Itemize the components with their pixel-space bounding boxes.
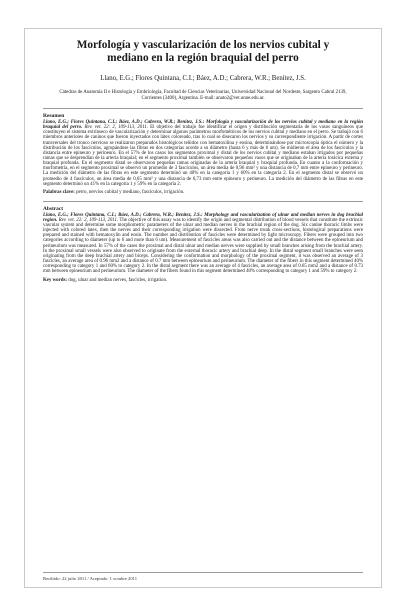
abstract-heading: Abstract — [43, 206, 64, 213]
palabras-clave — [43, 190, 363, 195]
key-words-text: dog, ulnar and median nerves, fascicles, irrigation. — [68, 277, 168, 283]
palabras-clave-text: perro, nervios cubital y mediano, fascículos, irrigación. — [76, 189, 185, 195]
resumen-body — [43, 120, 363, 187]
paper-title: Morfología y vascularización de los nervios cubital y mediano en la región braquial del perro — [76, 39, 330, 64]
resumen-heading: Resumen — [43, 113, 65, 120]
palabras-clave-label: Palabras clave: — [43, 189, 75, 195]
author-list: Llano, E.G.; Flores Quintana, C.I.; Báez, A.D.; Cabrera, W.R.; Benítez, J.S. — [100, 75, 306, 82]
affiliation: Cátedras de Anatomía II e Histología y Embriología, Facultad de Ciencias Veterinarias, Universidad Nacional del Nordeste, Sargento Cabral 2139, Corrientes (3400), Argentina. E-mail: anato2@vet.unne.edu.ar. — [59, 90, 347, 102]
resumen-ref: Rev. vet. 22: 2, 109-113, 2011. — [84, 125, 148, 131]
paper-page — [24, 28, 382, 588]
abstract-citation: Llano, E.G.; Flores Quintana, C.I.; Báez, A.D.; Cabrera, W.R.; Benítez, J.S.: Morphology and vascularization of ulnar and median nerves in dog brachial region. — [43, 212, 363, 223]
key-words-label: Key words: — [43, 277, 68, 283]
resumen-citation: Llano, E.G.; Flores Quintana, C.I.; Báez, A.D.; Cabrera, W.R.; Benítez, J.S.: Morfología y vascularización de los nervios cubital y mediano en la región braquial del perro. — [43, 119, 363, 131]
resumen-text: El objetivo del trabajo fue identificar el origen y distribución segmentaria de los vasos sanguíneos que constituyen el sistema extrínseco de vascularización y determinar algunos parámetros morfométricos de los nervios cubital y mediano en el perro. Se trabajó con 6 miembros anteriores de caninos que fueron inyectados con látex coloreado, tras lo cual se disecaron los nervios y su correspondiente irrigación. A partir de cortes transversales del tronco nervioso se realizaron preparados histológicos teñidos con hematoxilina y eosina, determinándose por microscopía óptica el número y la distribución de los fascículos, agrupándose las fibras en dos categorías acorde a su diámetro (hasta 6 y más de 6 um). Se midieron el área de los fascículos y la distancia entre epineuro y perineuro. En el 57% de los casos los segmentos proximal y distal de los nervios cubital y mediano estaban irrigados por pequeñas ramas que se desprendían de la arteria braquial; en el segmento proximal también se observaron pequeños vasos que se originaban de la arteria torácica externa y braquial profunda. En el segmento distal se observaron pequeñas ramas originadas de la arteria braquial y braquial profunda. En cuanto a la conformación y morfometría, en el segmento proximal se observó un promedio de 3 fascículos, un área media de 0,96 mm² y una distancia de 0,7 mm entre epineuro y perineuro. La medición del diámetro de las fibras en este segmento determinó un 40% en la categoría 1 y 60% en la categoría 2. En el segmento distal se observó un promedio de 4 fascículos, un área media de 0,65 mm² y una distancia de 0,73 mm entre epineuro y perineuro. La medición del diámetro de las fibras en este segmento determinó un 41% en la categoría 1 y 59% en la categoría 2. — [43, 125, 363, 187]
abstract-text: The objective of this assay was to identify the origin and segmental distribution of blood vessels that constitute the extrinsic vascular system and determine some morphometric parameters of the ulnar and median nerves in the brachial region of the dog. Six canine thoracic limbs were injected with colored latex, then the nerves and their corresponding irrigation were dissected. From nerve trunk cross-sections, histological preparations were prepared and stained with hematoxylin and eosin. The number and distribution of fascicles were determined by light microscopy. Fibers were grouped into two categories according to diameter (up to 6 and more than 6 um). Measurement of fascicles areas was also carried out and the distance between the epineurium and perineurium was measured. In 57% of the cases the proximal and distal ulnar and median nerves were supplied by small branches arising from the brachial artery. In the proximal small vessels were also observed to originate from the external thoracic artery and brachial deep. In the distal segment small branches were seen originating from the deep brachial artery and biceps. Considering the conformation and morphology of the proximal segment, it was observed an average of 3 fascicles, an average area of 0.96 mm2 and a distance of 0.7 mm between epineurium and perineurium. The diameter of the fibers in this segment determined 40% corresponding to category 1 and 60% to category 2. In the distal segment there was an average of 4 fascicles, an average area of 0.65 mm2 and a distance of 0.73 mm between epineurium and perineurium. The diameter of the fibers found in this segment determined 40% corresponding to category 1 and 59% to category 2. — [43, 217, 363, 275]
abstract-ref: Rev. vet. 22: 2, 109-113, 2011. — [58, 217, 119, 223]
page-content — [25, 29, 381, 283]
divider — [43, 108, 363, 109]
divider — [43, 201, 363, 202]
received-accepted-dates: Recibido: 22 julio 2011 / Aceptado: 1 octubre 2011 — [43, 572, 363, 581]
abstract-body — [43, 213, 363, 275]
key-words — [43, 278, 363, 283]
